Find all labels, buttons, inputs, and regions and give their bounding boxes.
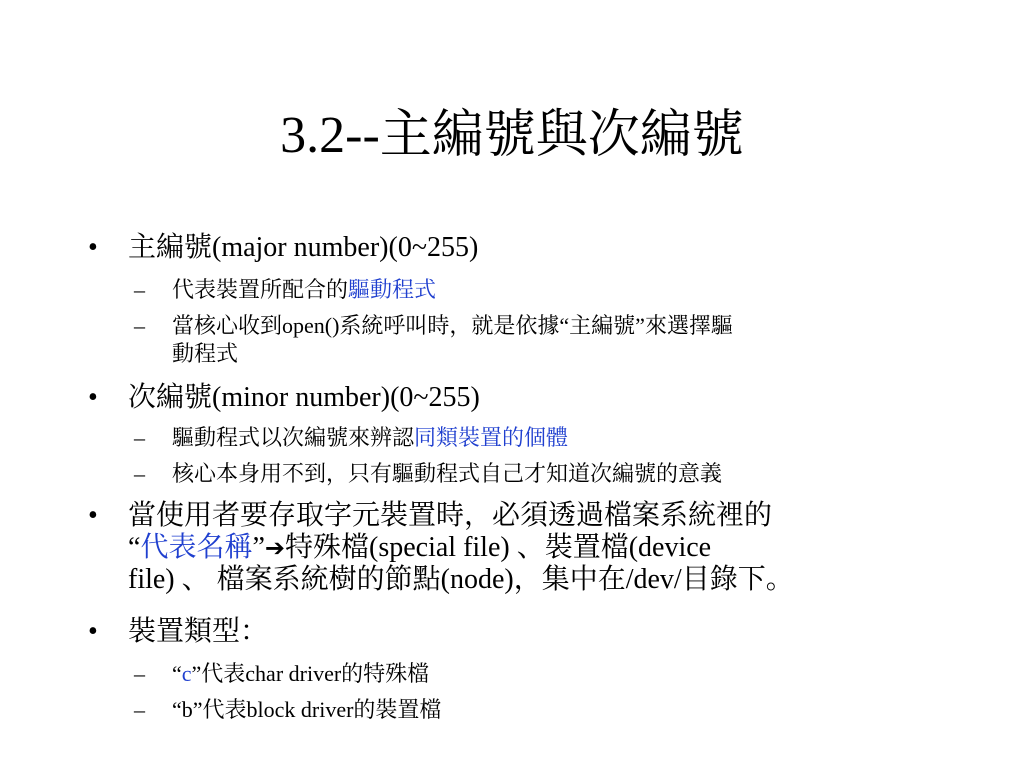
bullet-item (88, 382, 928, 414)
dash-marker: – (134, 661, 145, 686)
dash-marker: – (134, 461, 145, 486)
bullet-text: 主編號(major number)(0~255) (128, 232, 479, 263)
sub-item (134, 276, 942, 304)
sub-text: 驅動程式以次編號來辨認 (172, 425, 415, 450)
bullet-marker: • (88, 382, 98, 413)
sub-item (134, 312, 942, 368)
dash-marker: – (134, 277, 145, 302)
bullet-text: 次編號(minor number)(0~255) (128, 382, 480, 413)
bullet-text-continued: 特殊檔(special file) 、裝置檔(device (285, 532, 712, 563)
sub-item (134, 660, 942, 688)
highlight-text: 代表名稱 (140, 532, 253, 563)
bullet-text-continued: file) 、 檔案系統樹的節點(node)，集中在/dev/目錄下。 (128, 564, 794, 595)
bullet-marker: • (88, 232, 98, 263)
dash-marker: – (134, 313, 145, 338)
bullet-item (88, 500, 928, 596)
sub-text-continued: 動程式 (172, 341, 239, 366)
highlight-text: 驅動程式 (348, 277, 437, 302)
quote-open: “ (128, 532, 141, 563)
slide-title: 3.2--主編號與次編號 (280, 107, 744, 164)
sub-item (134, 460, 942, 488)
bullet-item (88, 616, 928, 648)
sub-item (134, 424, 942, 452)
dash-marker: – (134, 425, 145, 450)
sub-text: ”代表char driver的特殊檔 (191, 661, 430, 686)
bullet-item (88, 232, 928, 264)
sub-item (134, 696, 942, 724)
right-arrow-icon: ➔ (264, 534, 285, 562)
bullet-marker: • (88, 616, 98, 647)
sub-text: 代表裝置所配合的 (172, 277, 349, 302)
quote-close: ” (252, 532, 265, 563)
sub-text: 核心本身用不到，只有驅動程式自己才知道次編號的意義 (172, 461, 723, 486)
highlight-text: 同類裝置的個體 (414, 425, 569, 450)
dash-marker: – (134, 697, 145, 722)
bullet-marker: • (88, 500, 98, 531)
bullet-text: 裝置類型： (128, 616, 269, 647)
highlight-text: c (181, 661, 192, 686)
quote-open: “ (172, 661, 182, 686)
sub-text: “b”代表block driver的裝置檔 (172, 697, 442, 722)
bullet-text: 當使用者要存取字元裝置時，必須透過檔案系統裡的 (128, 500, 773, 531)
sub-text: 當核心收到open()系統呼叫時，就是依據“主編號”來選擇驅 (172, 313, 733, 338)
